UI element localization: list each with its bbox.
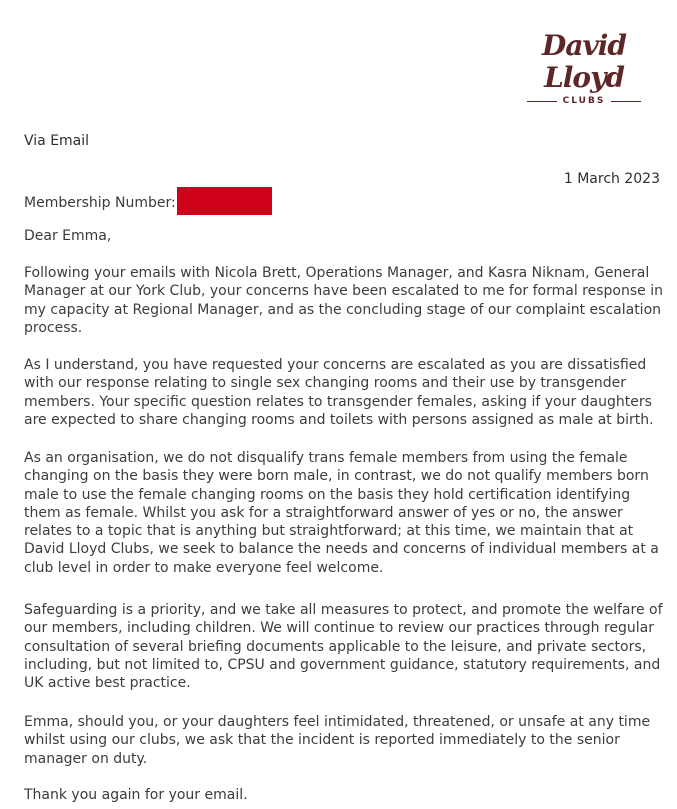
paragraph-escalation: Following your emails with Nicola Brett, Operations Manager, and Kasra Niknam, General Manager at our York Club, your concerns have been escalated to me for formal response in my capacity at Regional Manager, and as the concluding stage of our complaint escalation process. bbox=[24, 265, 663, 336]
paragraph-policy: As an organisation, we do not disqualify trans female members from using the female changing on the basis they were born male, in contrast, we do not qualify members born male to use the female changing rooms on the basis they hold certification identifying them as female. Whilst you ask for a straightforward answer of yes or no, the answer relates to a topic that is anything but straightforward; at this time, we maintain that at David Lloyd Clubs, we seek to balance the needs and concerns of individual members at a club level in order to make everyone feel welcome. bbox=[24, 450, 659, 576]
paragraph-reporting: Emma, should you, or your daughters feel intimidated, threatened, or unsafe at any time whilst using our clubs, we ask that the incident is reported immediately to the senior manager on duty. bbox=[24, 714, 651, 767]
logo-divider-left bbox=[527, 101, 557, 102]
paragraph-safeguarding: Safeguarding is a priority, and we take all measures to protect, and promote the welfare of our members, including children. We will continue to review our practices through regular consultation of several briefing documents applicable to the leisure, and private sectors, including, but not limited to, CPSU and government guidance, statutory requirements, and UK active best practice. bbox=[24, 602, 663, 692]
paragraph-request: As I understand, you have requested your concerns are escalated as you are dissatisfied with our response relating to single sex changing rooms and their use by transgender members. Your specific question relates to transgender females, asking if your daughters are expected to share changing rooms and toilets with persons assigned as male at birth. bbox=[24, 357, 654, 428]
salutation: Dear Emma, bbox=[24, 228, 112, 244]
david-lloyd-logo bbox=[509, 30, 659, 106]
logo-divider-right bbox=[611, 101, 641, 102]
logo-sub-row bbox=[509, 96, 659, 106]
membership-number-label: Membership Number: bbox=[24, 195, 176, 211]
redaction-block bbox=[177, 187, 272, 215]
closing-line: Thank you again for your email. bbox=[24, 787, 248, 803]
logo-sub: CLUBS bbox=[562, 96, 606, 106]
membership-number-row bbox=[24, 189, 272, 217]
via-email-line: Via Email bbox=[24, 133, 90, 149]
logo-brand: David Lloyd bbox=[542, 29, 626, 94]
letter-date: 1 March 2023 bbox=[563, 171, 660, 187]
